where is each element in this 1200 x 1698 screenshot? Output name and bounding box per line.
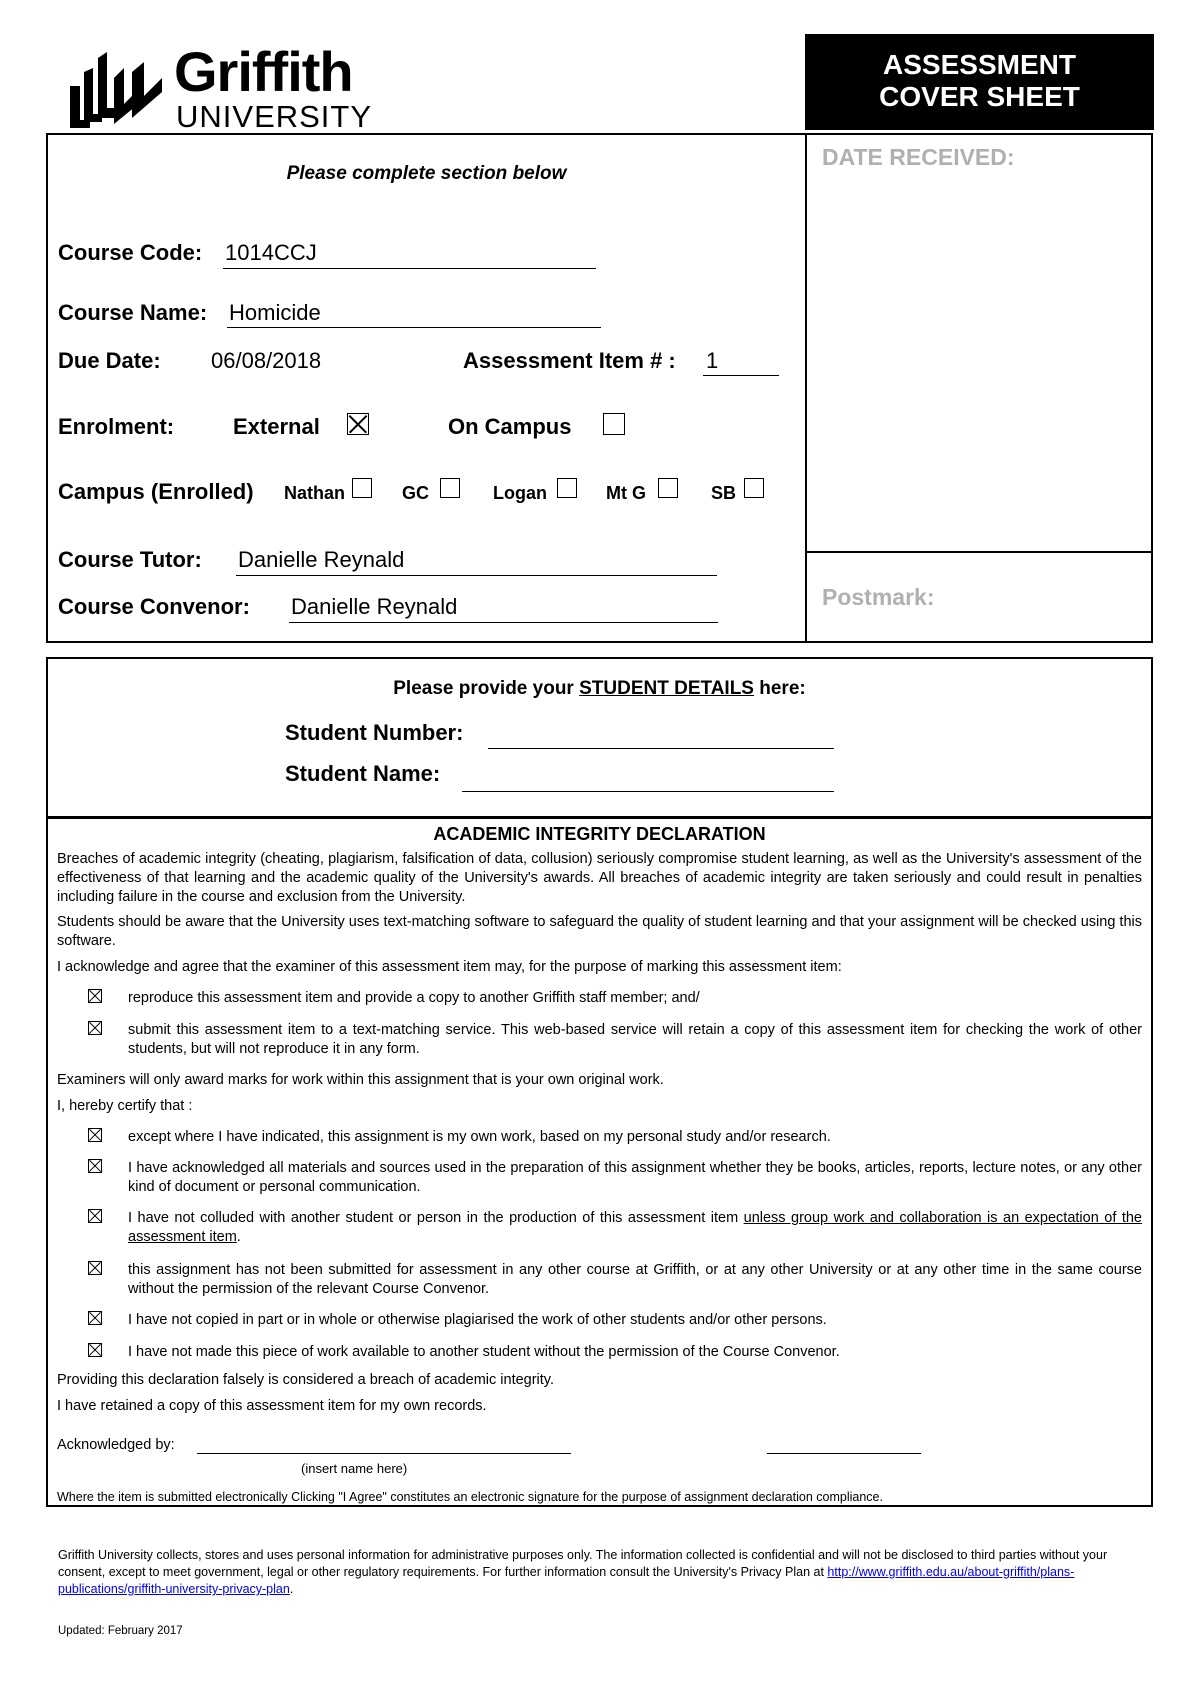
course-name-field[interactable]: Homicide xyxy=(229,300,321,325)
complete-section-instruction: Please complete section below xyxy=(286,163,567,184)
privacy-plan-link[interactable]: http://www.griffith.edu.au/about-griffith/plans-publications/griffith-university-privacy-plan xyxy=(58,1565,1075,1596)
cert-item-4-checkbox[interactable] xyxy=(88,1261,102,1275)
student-details-prompt-end: here: xyxy=(753,678,806,699)
assessment-item-field[interactable]: 1 xyxy=(706,348,719,373)
course-tutor-field[interactable]: Danielle Reynald xyxy=(238,547,405,572)
acknowledged-by-date-field[interactable] xyxy=(767,1453,921,1454)
external-label: External xyxy=(233,414,320,439)
cert-item-6-text: I have not made this piece of work available to another student without the permission of the Course Convenor. xyxy=(128,1344,840,1360)
student-details-prompt-start: Please provide your xyxy=(393,678,580,699)
course-tutor-underline xyxy=(236,575,717,576)
on-campus-label: On Campus xyxy=(448,414,572,439)
cert-item-5-checkbox[interactable] xyxy=(88,1311,102,1325)
campus-nathan-checkbox[interactable] xyxy=(352,478,372,498)
assessment-title-banner xyxy=(805,34,1154,130)
logo-subtitle: UNIVERSITY xyxy=(176,99,373,134)
declaration-paragraph-5: I, hereby certify that : xyxy=(57,1098,193,1114)
enrolment-label: Enrolment: xyxy=(58,414,175,439)
declaration-paragraph-3: I acknowledge and agree that the examiner of this assessment item may, for the purpose of marking this assessment item: xyxy=(57,959,842,975)
course-name-label: Course Name: xyxy=(58,300,208,325)
ack-item-2-text: submit this assessment item to a text-matching service. This web-based service will retain a copy of this assessment item for checking the work of other students, but will not reproduce it in any form. xyxy=(128,1022,1142,1057)
privacy-notice-end: . xyxy=(289,1582,294,1596)
course-name-underline xyxy=(227,327,601,328)
student-name-label: Student Name: xyxy=(285,761,441,786)
campus-mtg-label: Mt G xyxy=(606,483,646,503)
updated-date: Updated: February 2017 xyxy=(58,1625,183,1637)
declaration-paragraph-4: Examiners will only award marks for work within this assignment that is your own original work. xyxy=(57,1072,664,1088)
cert-item-4-text: this assignment has not been submitted for assessment in any other course at Griffith, or at any other University or at any other time in the same course without the permission of the relevant Course Convenor. xyxy=(128,1262,1142,1297)
date-received-box xyxy=(805,133,1153,553)
declaration-paragraph-1: Breaches of academic integrity (cheating, plagiarism, falsification of data, collusion) seriously compromise student learning, as well as the University's assessment of the effectiveness of that learning and the academic quality of the University's awards. All breaches of academic integrity are taken seriously and could result in penalties including failure in the course and exclusion from the University. xyxy=(57,851,1142,905)
cert-item-1-checkbox[interactable] xyxy=(88,1128,102,1142)
cert-item-5-text: I have not copied in part or in whole or otherwise plagiarised the work of other students and/or other persons. xyxy=(128,1312,827,1328)
privacy-notice-text: Griffith University collects, stores and uses personal information for administrative purposes only. The information collected is confidential and will not be disclosed to third parties without your consent, except to meet government, legal or other regulatory requirements. For further information consult the University's Privacy Plan at xyxy=(58,1548,1108,1579)
declaration-title: ACADEMIC INTEGRITY DECLARATION xyxy=(433,824,766,844)
campus-mtg-checkbox[interactable] xyxy=(658,478,678,498)
course-convenor-field[interactable]: Danielle Reynald xyxy=(291,594,458,619)
student-details-prompt-emph: STUDENT DETAILS xyxy=(579,678,754,699)
cert-item-3-plain: I have not colluded with another student or person in the production of this assessment item xyxy=(128,1210,744,1226)
campus-logan-label: Logan xyxy=(493,483,547,503)
postmark-label: Postmark: xyxy=(822,584,935,610)
course-convenor-label: Course Convenor: xyxy=(58,594,250,619)
griffith-logo xyxy=(66,40,386,134)
ack-item-1-checkbox[interactable] xyxy=(88,989,102,1003)
campus-logan-checkbox[interactable] xyxy=(557,478,577,498)
course-tutor-label: Course Tutor: xyxy=(58,547,202,572)
cert-item-6-checkbox[interactable] xyxy=(88,1343,102,1357)
course-code-underline xyxy=(223,268,596,269)
cert-item-3-checkbox[interactable] xyxy=(88,1209,102,1223)
cert-item-3-underlined: unless group work and collaboration is an expectation of the assessment item xyxy=(128,1210,1142,1245)
cert-item-3-end: . xyxy=(236,1229,241,1245)
cert-item-2-checkbox[interactable] xyxy=(88,1159,102,1173)
due-date-label: Due Date: xyxy=(58,348,161,373)
campus-gc-label: GC xyxy=(402,483,429,503)
campus-sb-label: SB xyxy=(711,483,737,503)
due-date-field[interactable]: 06/08/2018 xyxy=(211,348,322,373)
declaration-paragraph-7: I have retained a copy of this assessment item for my own records. xyxy=(57,1398,487,1414)
griffith-logo-mark-icon xyxy=(66,48,168,132)
ack-item-2-checkbox[interactable] xyxy=(88,1021,102,1035)
acknowledged-by-name-field[interactable] xyxy=(197,1453,571,1454)
declaration-paragraph-2: Students should be aware that the University uses text-matching software to safeguard the quality of student learning and that your assignment will be checked using this software. xyxy=(57,914,1142,949)
logo-wordmark: Griffith xyxy=(174,40,353,103)
privacy-notice xyxy=(58,1547,1143,1598)
campus-sb-checkbox[interactable] xyxy=(744,478,764,498)
cert-item-2-text: I have acknowledged all materials and sources used in the preparation of this assignment whether they be books, articles, reports, lecture notes, or any other kind of document or personal communication. xyxy=(128,1160,1142,1195)
campus-gc-checkbox[interactable] xyxy=(440,478,460,498)
declaration-paragraph-6: Providing this declaration falsely is considered a breach of academic integrity. xyxy=(57,1372,555,1388)
campus-nathan-label: Nathan xyxy=(284,483,346,503)
student-number-label: Student Number: xyxy=(285,720,464,745)
electronic-signature-note: Where the item is submitted electronically Clicking "I Agree" constitutes an electronic signature for the purpose of assignment declaration compliance. xyxy=(57,1490,883,1504)
course-convenor-underline xyxy=(289,622,718,623)
ack-item-1-text: reproduce this assessment item and provide a copy to another Griffith staff member; and/ xyxy=(128,990,700,1006)
course-code-field[interactable]: 1014CCJ xyxy=(225,240,317,265)
title-line-1: ASSESSMENT xyxy=(883,49,1076,80)
cert-item-3-text xyxy=(128,1209,1142,1247)
student-number-field[interactable] xyxy=(488,748,834,749)
cert-item-1-text: except where I have indicated, this assignment is my own work, based on my personal study and/or research. xyxy=(128,1129,831,1145)
assessment-item-underline xyxy=(703,375,779,376)
date-received-label: DATE RECEIVED: xyxy=(822,144,1015,170)
student-name-field[interactable] xyxy=(462,791,834,792)
on-campus-checkbox[interactable] xyxy=(603,413,625,435)
student-details-prompt xyxy=(46,678,1153,700)
campus-enrolled-label: Campus (Enrolled) xyxy=(58,479,254,504)
external-checkbox[interactable] xyxy=(347,413,369,435)
insert-name-hint: (insert name here) xyxy=(301,1461,408,1476)
assessment-item-label: Assessment Item # : xyxy=(463,348,676,373)
title-line-2: COVER SHEET xyxy=(879,81,1080,112)
acknowledged-by-label: Acknowledged by: xyxy=(57,1437,175,1453)
course-code-label: Course Code: xyxy=(58,240,203,265)
